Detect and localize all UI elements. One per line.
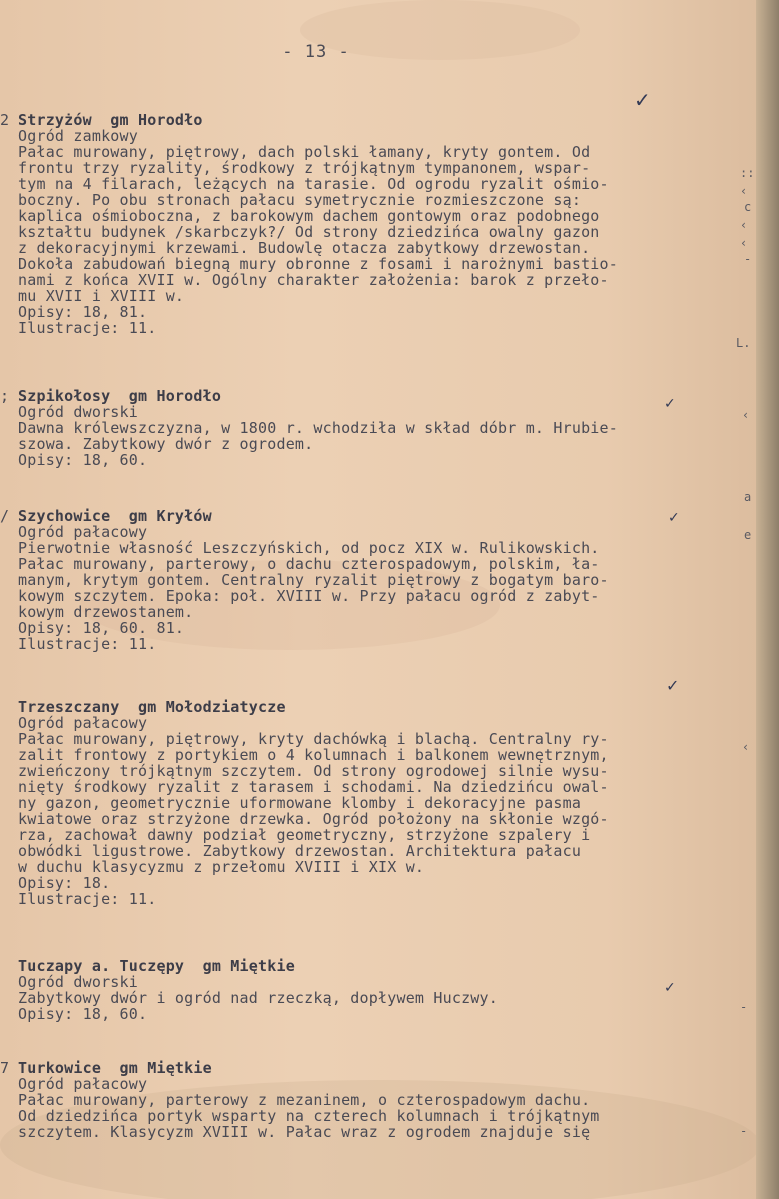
entry-line: ny gazon, geometrycznie uformowane klomby i dekoracyjne pasma [18, 794, 582, 812]
margin-mark: ‹ [740, 218, 748, 232]
entry-heading: Szpikołosy gm Horodło [18, 387, 222, 405]
margin-mark: - [740, 1000, 748, 1014]
margin-mark: a [744, 490, 752, 504]
entry-tuczapy [18, 958, 748, 1022]
entry-line: Pałac murowany, parterowy z mezaninem, o czterospadowym dachu. [18, 1091, 591, 1109]
entry-line: rza, zachował dawny podział geometryczny, strzyżone szpalery i [18, 826, 591, 844]
entry-line: Opisy: 18, 60. [18, 451, 148, 469]
margin-mark: e [744, 528, 752, 542]
entry-heading: Turkowice gm Miętkie [18, 1059, 212, 1077]
entry-line: Ogród zamkowy [18, 127, 138, 145]
checkmark-icon: ✓ [668, 510, 680, 526]
entry-line: kształtu budynek /skarbczyk?/ Od strony dziedzińca owalny gazon [18, 223, 600, 241]
entry-line: z dekoracyjnymi krzewami. Budowlę otacza zabytkowy drzewostan. [18, 239, 591, 257]
entry-line: Opisy: 18, 60. [18, 1005, 148, 1023]
entry-line: tym na 4 filarach, leżących na tarasie. Od ogrodu ryzalit ośmio- [18, 175, 609, 193]
entry-line: Ogród pałacowy [18, 1075, 148, 1093]
checkmark-icon: ✓ [664, 396, 676, 412]
entry-line: Opisy: 18. [18, 874, 111, 892]
entry-heading: Szychowice gm Kryłów [18, 507, 212, 525]
entry-szpikolosy [0, 387, 748, 469]
entry-marker: ; [0, 387, 10, 405]
entry-line: Pierwotnie własność Leszczyńskich, od pocz XIX w. Rulikowskich. [18, 539, 600, 557]
entry-line: Pałac murowany, piętrowy, dach polski łamany, kryty gontem. Od [18, 143, 591, 161]
entry-line: Ogród pałacowy [18, 714, 148, 732]
margin-mark: :: [740, 166, 755, 180]
entry-line: zalit frontowy z portykiem o 4 kolumnach i balkonem wewnętrznym, [18, 746, 609, 764]
page-number: - 13 - [282, 42, 350, 62]
entry-line: Ogród dworski [18, 973, 138, 991]
entry-line: manym, krytym gontem. Centralny ryzalit piętrowy z bogatym baro- [18, 571, 609, 589]
entry-line: Zabytkowy dwór i ogród nad rzeczką, dopływem Huczwy. [18, 989, 498, 1007]
entry-line: kowym szczytem. Epoka: poł. XVIII w. Przy pałacu ogród z zabyt- [18, 587, 600, 605]
entry-line: Od dziedzińca portyk wsparty na czterech kolumnach i trójkątnym [18, 1107, 600, 1125]
entry-line: Dawna królewszczyzna, w 1800 r. wchodziła w skład dóbr m. Hrubie- [18, 419, 618, 437]
entry-line: nami z końca XVII w. Ogólny charakter założenia: barok z przeło- [18, 271, 609, 289]
entry-line: zwieńczony trójkątnym szczytem. Od strony ogrodowej silnie wysu- [18, 762, 609, 780]
entry-line: Opisy: 18, 81. [18, 303, 148, 321]
entry-line: kaplica ośmioboczna, z barokowym dachem gontowym oraz podobnego [18, 207, 600, 225]
entry-line: boczny. Po obu stronach pałacu symetrycznie rozmieszczone są: [18, 191, 582, 209]
entry-line: Pałac murowany, parterowy, o dachu czterospadowym, polskim, ła- [18, 555, 600, 573]
entry-turkowice [0, 1059, 748, 1141]
margin-mark: - [744, 252, 752, 266]
entry-line: szowa. Zabytkowy dwór z ogrodem. [18, 435, 314, 453]
entry-marker: 2 [0, 111, 10, 129]
entry-trzeszczany [18, 699, 748, 907]
entry-line: Opisy: 18, 60. 81. [18, 619, 185, 637]
margin-mark: ‹ [740, 236, 748, 250]
entry-line: kwiatowe oraz strzyżone drzewka. Ogród położony na skłonie wzgó- [18, 810, 609, 828]
margin-mark: - [740, 1124, 748, 1138]
margin-mark: ‹ [740, 184, 748, 198]
entry-heading: Strzyżów gm Horodło [18, 111, 203, 129]
entry-line: nięty środkowy ryzalit z tarasem i schodami. Na dziedzińcu owal- [18, 778, 609, 796]
entry-line: w duchu klasycyzmu z przełomu XVIII i XIX w. [18, 858, 425, 876]
entry-heading: Tuczapy a. Tuczępy gm Miętkie [18, 957, 295, 975]
entry-line: Dokoła zabudowań biegną mury obronne z fosami i narożnymi bastio- [18, 255, 618, 273]
margin-mark: c [744, 200, 752, 214]
entry-line: szczytem. Klasycyzm XVIII w. Pałac wraz z ogrodem znajduje się [18, 1123, 591, 1141]
entry-szychowice [0, 507, 748, 653]
binding-edge [756, 0, 779, 1199]
margin-mark: ‹ [742, 408, 750, 422]
checkmark-icon: ✓ [634, 88, 651, 112]
margin-mark: L. [736, 336, 751, 350]
margin-mark: ‹ [742, 740, 750, 754]
entry-line: kowym drzewostanem. [18, 603, 194, 621]
entry-line: frontu trzy ryzality, środkowy z trójkątnym tympanonem, wspar- [18, 159, 591, 177]
entry-line: Pałac murowany, piętrowy, kryty dachówką i blachą. Centralny ry- [18, 730, 609, 748]
entry-line: mu XVII i XVIII w. [18, 287, 185, 305]
entry-line: Ogród dworski [18, 403, 138, 421]
checkmark-icon: ✓ [664, 980, 676, 996]
entry-marker: 7 [0, 1059, 10, 1077]
entry-line: Ogród pałacowy [18, 523, 148, 541]
entry-line: Ilustracje: 11. [18, 319, 157, 337]
entry-line: Ilustracje: 11. [18, 890, 157, 908]
entry-heading: Trzeszczany gm Mołodziatycze [18, 698, 286, 716]
entry-strzyzow [0, 111, 748, 337]
entry-marker: / [0, 507, 10, 525]
checkmark-icon: ✓ [666, 676, 680, 695]
entry-line: obwódki ligustrowe. Zabytkowy drzewostan. Architektura pałacu [18, 842, 582, 860]
entry-line: Ilustracje: 11. [18, 635, 157, 653]
